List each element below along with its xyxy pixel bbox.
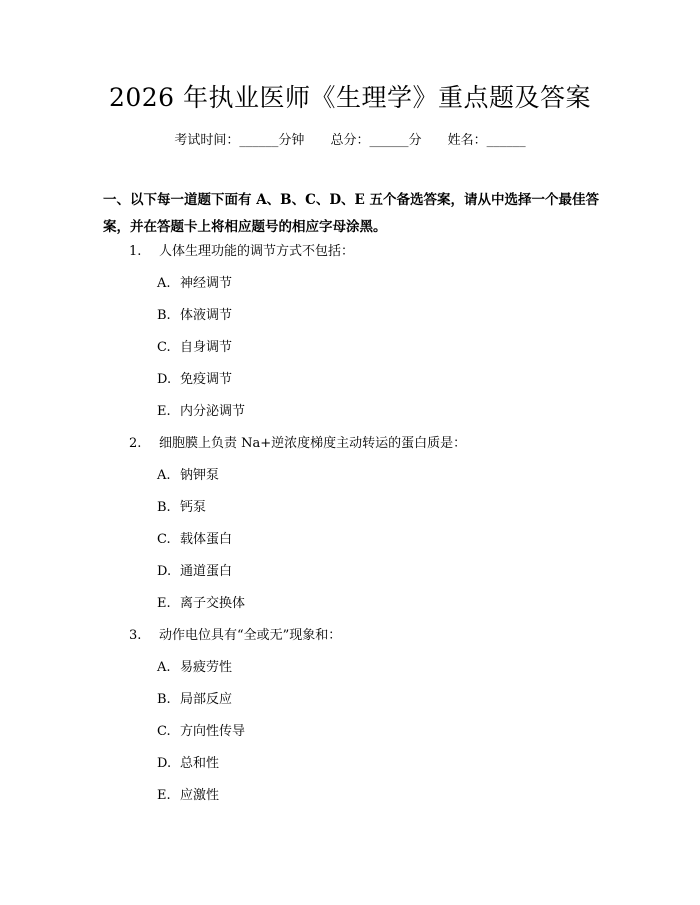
option-text: 局部反应: [180, 692, 233, 707]
question-1-option-b: [0, 300, 700, 332]
option-label: C.: [157, 340, 171, 355]
question-2-option-d: [0, 556, 700, 588]
question-3-option-e: [0, 780, 700, 812]
question-1-option-c: [0, 332, 700, 364]
option-text: 易疲劳性: [180, 660, 233, 675]
question-3-option-d: [0, 748, 700, 780]
option-label: B.: [157, 500, 171, 515]
option-label: C.: [157, 724, 171, 739]
option-label: B.: [157, 692, 171, 707]
section-instruction: 一、以下每一道题下面有 A、B、C、D、E 五个备选答案，请从中选择一个最佳答案，并在答题卡上将相应题号的相应字母涂黑。: [103, 192, 600, 235]
option-label: B.: [157, 308, 171, 323]
option-label: E.: [157, 788, 171, 803]
question-3-option-b: [0, 684, 700, 716]
option-text: 应激性: [180, 788, 220, 803]
option-text: 离子交换体: [180, 596, 246, 611]
question-1-option-d: [0, 364, 700, 396]
option-label: E.: [157, 596, 171, 611]
option-label: D.: [157, 756, 172, 771]
question-text: 动作电位具有“全或无”现象和：: [159, 628, 342, 643]
question-text: 人体生理功能的调节方式不包括：: [159, 244, 355, 259]
question-2: [0, 428, 700, 460]
option-text: 免疫调节: [180, 372, 233, 387]
option-text: 方向性传导: [180, 724, 246, 739]
option-label: A.: [157, 276, 171, 291]
total-score-field: 总分：______分: [330, 133, 422, 148]
option-text: 通道蛋白: [180, 564, 233, 579]
question-number: 2.: [129, 436, 142, 451]
question-number: 3.: [129, 628, 142, 643]
question-1-option-e: [0, 396, 700, 428]
question-2-option-b: [0, 492, 700, 524]
option-text: 内分泌调节: [180, 404, 246, 419]
question-3-option-a: [0, 652, 700, 684]
option-label: A.: [157, 660, 171, 675]
option-label: D.: [157, 564, 172, 579]
option-text: 神经调节: [180, 276, 233, 291]
option-text: 自身调节: [180, 340, 233, 355]
question-2-option-e: [0, 588, 700, 620]
option-label: D.: [157, 372, 172, 387]
question-3-option-c: [0, 716, 700, 748]
question-text: 细胞膜上负责 Na+逆浓度梯度主动转运的蛋白质是：: [159, 436, 467, 451]
question-2-option-c: [0, 524, 700, 556]
option-label: E.: [157, 404, 171, 419]
question-3: [0, 620, 700, 652]
question-1: [0, 236, 700, 268]
question-1-option-a: [0, 268, 700, 300]
exam-time-field: 考试时间：______分钟: [174, 133, 305, 148]
page-title: 2026 年执业医师《生理学》重点题及答案: [108, 83, 592, 112]
option-label: C.: [157, 532, 171, 547]
option-text: 钙泵: [180, 500, 207, 515]
option-text: 总和性: [180, 756, 220, 771]
option-label: A.: [157, 468, 171, 483]
question-list: [0, 236, 700, 812]
question-2-option-a: [0, 460, 700, 492]
name-field: 姓名：______: [447, 133, 526, 148]
option-text: 载体蛋白: [180, 532, 233, 547]
option-text: 体液调节: [180, 308, 233, 323]
exam-info: [0, 130, 700, 152]
option-text: 钠钾泵: [180, 468, 220, 483]
question-number: 1.: [129, 244, 142, 259]
